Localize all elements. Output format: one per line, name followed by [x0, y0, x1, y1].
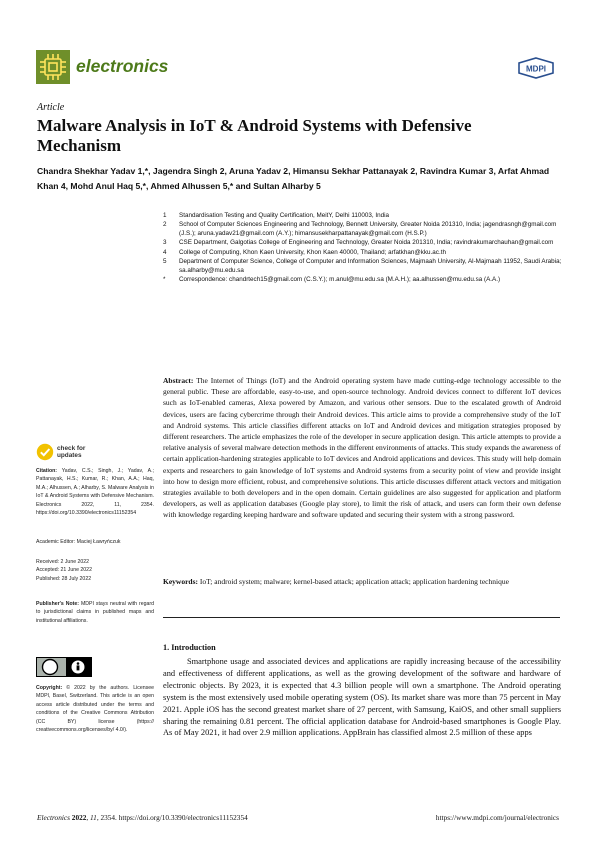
correspondence-item: [163, 276, 563, 285]
mdpi-logo-icon: [517, 57, 555, 79]
affiliation-number: 2: [163, 221, 167, 229]
check-updates-line1: check for: [57, 445, 86, 452]
journal-logo-icon: [36, 50, 70, 84]
footer-volume: 11: [90, 813, 97, 822]
journal-name: electronics: [76, 56, 169, 76]
affiliation-number: 3: [163, 239, 167, 247]
affiliation-item: [163, 258, 563, 276]
check-updates-label: [57, 445, 85, 459]
abstract-label: Abstract:: [163, 376, 194, 385]
footer-citation: Electronics 2022, 11, 2354. https://doi.org/10.3390/electronics11152354: [37, 813, 248, 822]
affiliation-text: Standardisation Testing and Quality Certification, MeitY, Delhi 110003, India: [179, 212, 390, 219]
abstract: [163, 375, 561, 521]
copyright-text: © 2022 by the authors. Licensee MDPI, Basel, Switzerland. This article is an open access article distributed under the terms and conditions of the Creative Commons Attribution (CC BY) license (https:// creativecommons.org/licenses/by/ 4.0/).: [36, 685, 154, 734]
affiliation-item: [163, 249, 563, 258]
publisher-note-text: MDPI stays neutral with regard to jurisdictional claims in published maps and institutional affiliations.: [36, 601, 154, 624]
affiliation-number: *: [163, 276, 166, 284]
footer-journal-url[interactable]: https://www.mdpi.com/journal/electronics: [435, 813, 559, 822]
check-updates-line2: updates: [57, 452, 82, 459]
section-heading: 1. Introduction: [163, 643, 216, 652]
academic-editor: Academic Editor: Maciej Ławryńczuk: [36, 539, 121, 545]
keywords-label: Keywords:: [163, 577, 198, 586]
received-date: Received: 2 June 2022: [36, 559, 90, 565]
check-updates-icon: [36, 443, 54, 461]
section-divider: [163, 617, 560, 618]
footer-journal: Electronics: [37, 813, 70, 822]
footer-year: 2022: [71, 813, 87, 822]
publisher-note: [36, 600, 154, 625]
affiliation-item: [163, 212, 563, 221]
footer-doi: , 2354. https://doi.org/10.3390/electronics11152354: [96, 813, 248, 822]
copyright-notice: [36, 684, 154, 734]
cc-by-license-icon[interactable]: [36, 657, 92, 677]
affiliation-text: School of Computer Sciences Engineering and Technology, Bennett University, Greater Noida 201310, India; jagendrasngh@gmail.com (J.S.); aruna.yadav21@gmail.com (A.Y.); himansusekharpattanayak@gmail.com (H.S.P.): [179, 221, 557, 238]
keywords-text: IoT; android system; malware; kernel-based attack; application attack; application hardening technique: [199, 577, 509, 586]
introduction-text: Smartphone usage and associated devices and applications are rapidly increasing because of the accessibility and effectiveness of different applications, as well as the growing development of the software and hardware of electronic objects. By 2023, it is expected that 4.3 billion people will own a smartphone. The Android operating system is the most extensively used mobile operating system (OS). Its market share was more than 75 percent in May 2021. Apple iOS has the second greatest market share of 27 percent, with Samsung, KaiOS, and other small suppliers sharing the remaining 0.81 percent. The official application database for Android-based smartphones is Google Play. As of May 2021, it had over 2.9 million applications. AppBrain has classified almost 2.5 million of these apps: [163, 657, 561, 738]
affiliation-item: [163, 221, 563, 239]
affiliation-item: [163, 239, 563, 248]
affiliation-number: 5: [163, 257, 167, 265]
accepted-date: Accepted: 21 June 2022: [36, 567, 92, 574]
check-for-updates-button[interactable]: [36, 443, 85, 461]
article-type: Article: [37, 102, 65, 113]
published-date: Published: 28 July 2022: [36, 575, 92, 582]
affiliation-number: 1: [163, 212, 167, 219]
citation-text: Yadav, C.S.; Singh, J.; Yadav, A.; Pattanayak, H.S.; Kumar, R.; Khan, A.A.; Haq, M.A.; Alhussen, A.; Alharby, S. Malware Analysis in IoT & Android Systems with Defensive Mechanism. Electronics 2022, 11, 2354. https://doi.org/10.3390/electronics11152354: [36, 468, 155, 517]
affiliation-text: Department of Computer Science, College of Computer and Information Sciences, Majmaah University, Al-Majmaah 11952, Saudi Arabia; sa.alharby@mu.edu.sa: [179, 257, 562, 274]
affiliation-text: CSE Department, Galgotias College of Engineering and Technology, Greater Noida 201310, India; ravindrakumarchauhan@gmail.com: [179, 239, 554, 247]
affiliation-list: [163, 212, 563, 285]
mdpi-logo-text: MDPI: [526, 64, 546, 74]
affiliation-text: College of Computing, Khon Kaen University, Khon Kaen 40000, Thailand; arfatkhan@kku.ac.th: [179, 248, 446, 256]
citation: [36, 467, 154, 517]
copyright-label: Copyright:: [36, 685, 63, 691]
affiliation-number: 4: [163, 248, 167, 256]
paper-title: Malware Analysis in IoT & Android Systems with Defensive Mechanism: [37, 116, 472, 155]
abstract-text: The Internet of Things (IoT) and the Android operating system have made cutting-edge technology accessible to the general public. These are affordable, easy-to-use, and open-source technology. Android devices connect to different IoT devices such as IoT-enabled cameras, Alexa powered by Amazon, and various other sensors. Due to the escalated growth of Android devices, users are facing cybercrime through their Android devices. This article aims to provide a comprehensive study of the IoT and Android systems. This article classifies different attacks on IoT and Android devices and mitigation strategies proposed by different researchers. The article emphasizes the role of the developer in secure application design. This article attempts to provide a relative analysis of several malware detection methods in the different environments of attacks. This study expands the awareness of certain application-hardening strategies applicable to IoT devices and Android applications and devices. This study will help domain experts and researchers to gain knowledge of IoT systems and Android systems from a security point of view and provide insight into how to design more efficient, robust, and comprehensive solutions. This article discusses different attack vectors and mitigation strategies available to both developers and in the open domain. Certain guidelines are also suggested for application and platform developers, as well as application databases (Google play store), to limit the risk of attack, and users can form their own defense with knowledge regarding keeping hardware and software updated and securing their system with a strong password.: [163, 376, 561, 520]
correspondence-text: Correspondence: chandrtech15@gmail.com (C.S.Y.); m.anul@mu.edu.sa (M.A.H.); aa.alhussen@mu.edu.sa (A.A.): [179, 276, 501, 284]
publication-dates: [36, 558, 154, 583]
author-list: Chandra Shekhar Yadav 1,*, Jagendra Singh 2, Aruna Yadav 2, Himansu Sekhar Pattanayak 2, Ravindra Kumar 3, Arfat Ahmad Khan 4, Mohd Anul Haq 5,*, Ahmed Alhussen 5,* and Sultan Alharby 5: [37, 166, 550, 191]
publisher-note-label: Publisher's Note:: [36, 601, 79, 607]
keywords: [163, 576, 561, 587]
citation-label: Citation:: [36, 468, 58, 474]
